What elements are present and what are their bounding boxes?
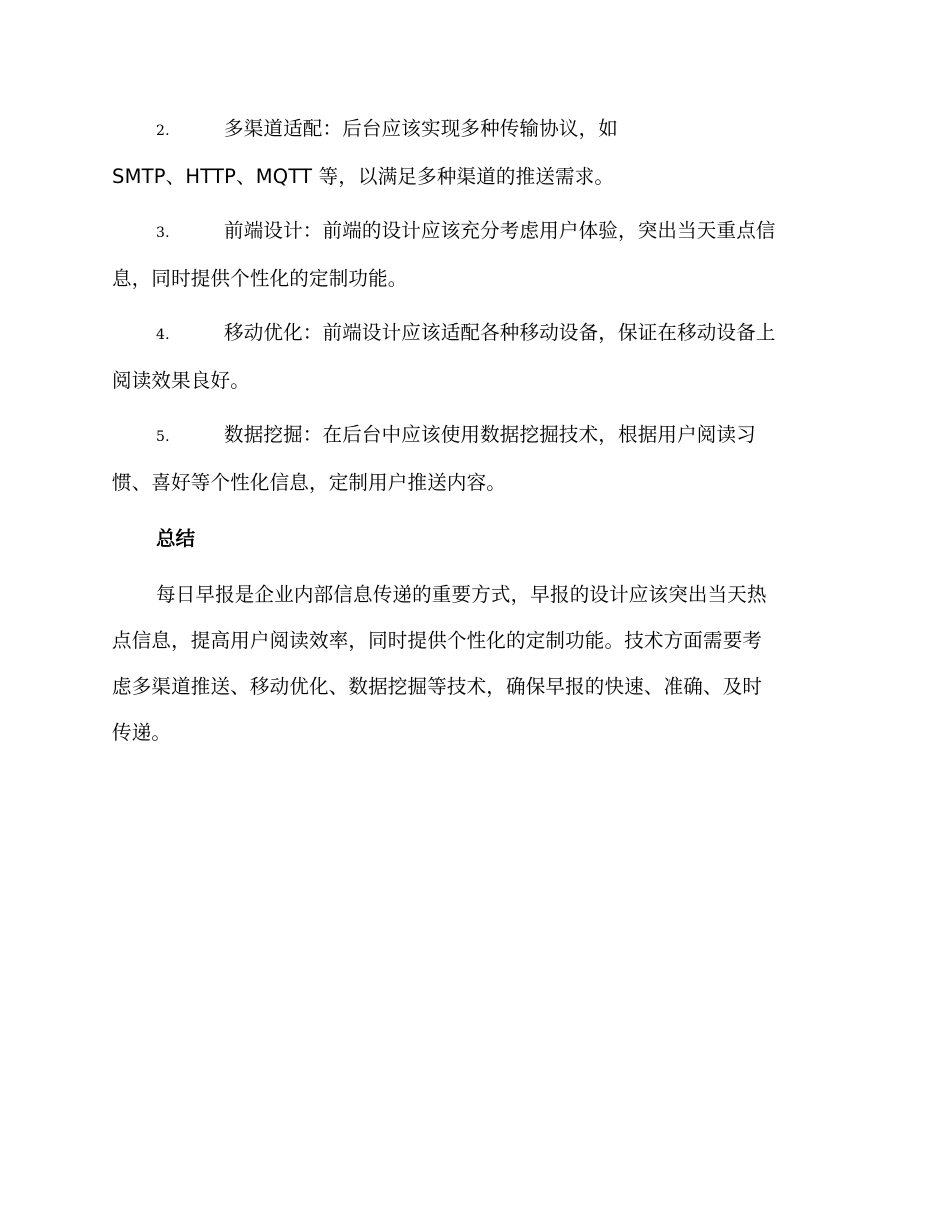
list-item-multichannel — [112, 106, 834, 200]
list-item-frontend-design — [112, 208, 834, 302]
summary-line: 传递。 — [112, 721, 172, 744]
list-item-number: 3. — [156, 225, 170, 241]
list-item-number: 2. — [156, 123, 170, 139]
list-item-continuation: SMTP、HTTP、MQTT 等，以满足多种渠道的推送需求。 — [112, 165, 615, 188]
summary-line: 虑多渠道推送、移动优化、数据挖掘等技术，确保早报的快速、准确、及时 — [112, 675, 763, 698]
summary-line: 点信息，提高用户阅读效率，同时提供个性化的定制功能。技术方面需要考 — [112, 629, 763, 652]
list-item-mobile-optimization — [112, 310, 834, 404]
list-item-first-line — [112, 106, 834, 154]
list-item-number: 4. — [156, 327, 170, 343]
list-item-text: 前端设计：前端的设计应该充分考虑用户体验，突出当天重点信 — [224, 219, 776, 242]
list-item-continuation: 惯、喜好等个性化信息，定制用户推送内容。 — [112, 471, 507, 494]
summary-line: 每日早报是企业内部信息传递的重要方式，早报的设计应该突出当天热 — [156, 583, 767, 606]
list-item-text: 移动优化：前端设计应该适配各种移动设备，保证在移动设备上 — [224, 321, 776, 344]
list-item-number: 5. — [156, 429, 170, 445]
list-item-text: 数据挖掘：在后台中应该使用数据挖掘技术，根据用户阅读习 — [224, 423, 756, 446]
list-item-first-line — [112, 310, 834, 358]
list-item-text: 多渠道适配：后台应该实现多种传输协议，如 — [224, 117, 619, 140]
list-item-first-line — [112, 208, 834, 256]
list-item-first-line — [112, 412, 834, 460]
summary-heading: 总结 — [156, 527, 196, 550]
list-item-data-mining — [112, 412, 834, 506]
list-item-continuation: 息，同时提供个性化的定制功能。 — [112, 267, 408, 290]
list-item-continuation: 阅读效果良好。 — [112, 369, 250, 392]
summary-paragraph — [112, 572, 834, 756]
